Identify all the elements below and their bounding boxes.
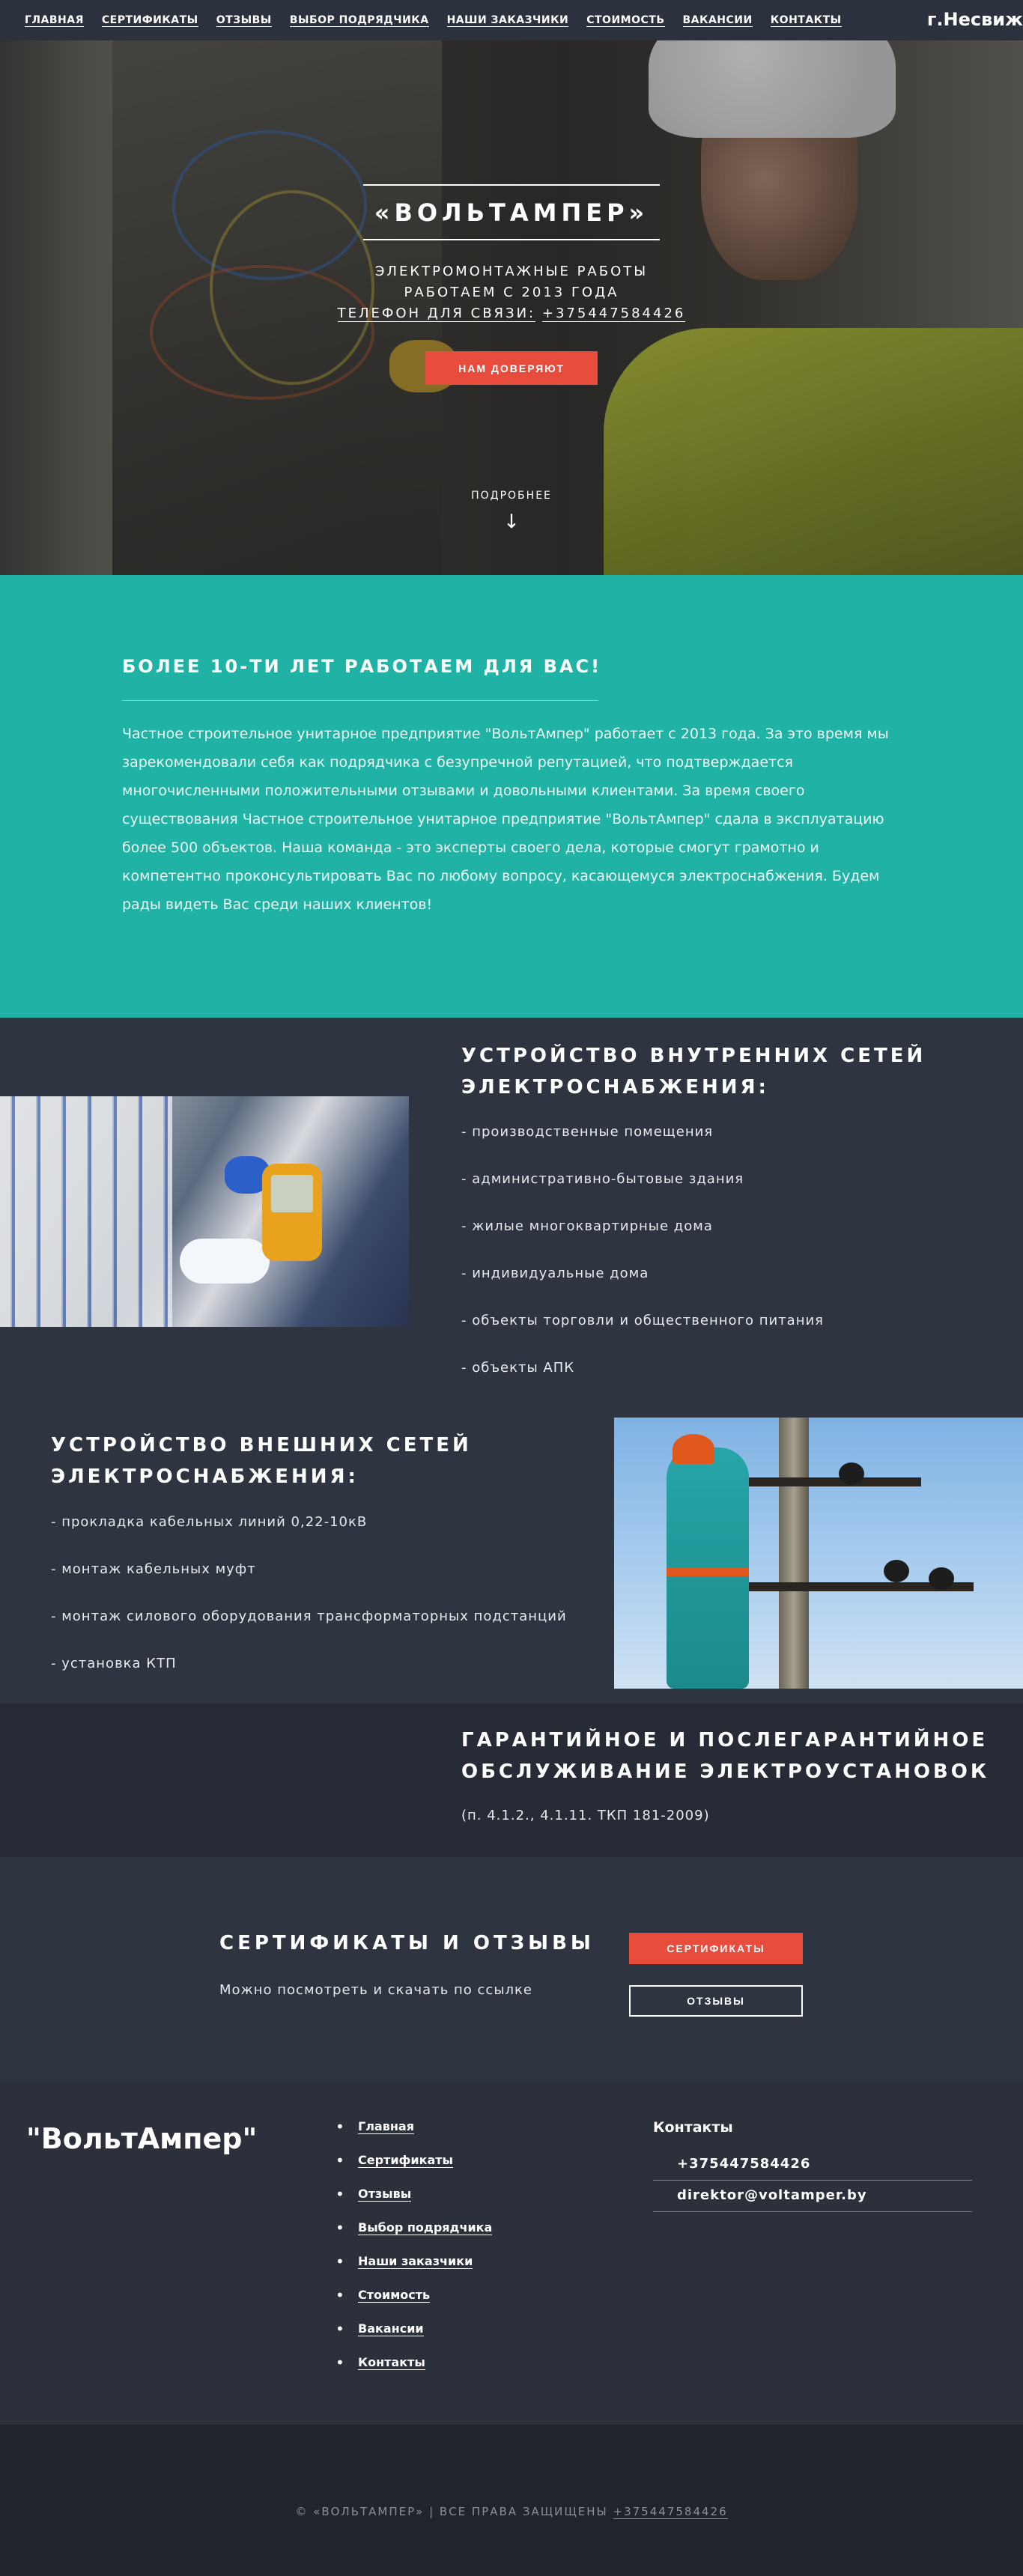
nav-links [25, 14, 860, 27]
hero-phone-line [0, 306, 1023, 321]
about-text: Частное строительное унитарное предприятие "ВольтАмпер" работает с 2013 года. За это время мы зарекомендовали себя как подрядчика с безупречной репутацией, что подтверждается многочисленными положительными отзывами и довольными клиентами. За время своего существования Частное строительное унитарное предприятие "ВольтАмпер" сдала в эксплуатацию более 500 объектов. Наша команда - это эксперты своего дела, которые смогут грамотно и компетентно проконсультировать Вас по любому вопросу, касающемуся электроснабжения. Будем рады видеть Вас среди наших клиентов! [122, 726, 889, 913]
power-line-worker-photo [614, 1418, 1023, 1689]
footer-menu-item [336, 2288, 492, 2321]
certificates-title: СЕРТИФИКАТЫ И ОТЗЫВЫ [219, 1932, 595, 1954]
about-divider [122, 700, 598, 701]
trust-us-button[interactable]: НАМ ДОВЕРЯЮТ [425, 351, 598, 385]
certificates-text: Можно посмотреть и скачать по ссылке [219, 1982, 532, 1998]
external-networks-list [51, 1514, 567, 1703]
footer-menu-item [336, 2254, 492, 2288]
copyright-text: © «ВОЛЬТАМПЕР» | ВСЕ ПРАВА ЗАЩИЩЕНЫ +375447584426 [295, 2505, 728, 2518]
top-nav [0, 0, 1023, 40]
list-item: - производственные помещения [461, 1124, 714, 1140]
nav-link-contacts[interactable]: КОНТАКТЫ [770, 13, 842, 26]
list-item: - административно-бытовые здания [461, 1171, 744, 1187]
footer-menu-item [336, 2187, 492, 2220]
footer-phone-link[interactable]: +375447584426 [653, 2149, 972, 2181]
warranty-section [0, 1704, 1023, 1857]
footer-menu-item [336, 2119, 492, 2153]
internal-networks-section [0, 1018, 1023, 1407]
footer-link-clients[interactable]: Наши заказчики [358, 2254, 473, 2268]
warranty-title: ГАРАНТИЙНОЕ И ПОСЛЕГАРАНТИЙНОЕ ОБСЛУЖИВАНИЕ ЭЛЕКТРОУСТАНОВОК [461, 1729, 990, 1783]
city-label: г.Несвиж [926, 9, 1023, 30]
hero-section [0, 40, 1023, 575]
footer-link-reviews[interactable]: Отзывы [358, 2187, 412, 2201]
nav-link-vacancies[interactable]: ВАКАНСИИ [682, 13, 753, 26]
footer-menu [336, 2119, 492, 2389]
footer-menu-item [336, 2220, 492, 2254]
copyright-bar [0, 2425, 1023, 2576]
certificates-section [0, 1857, 1023, 2080]
copyright-phone-link[interactable]: +375447584426 [613, 2505, 728, 2518]
hero-phone-label: ТЕЛЕФОН ДЛЯ СВЯЗИ: [337, 306, 536, 321]
list-item: - жилые многоквартирные дома [461, 1218, 713, 1234]
list-item: - монтаж кабельных муфт [51, 1561, 256, 1577]
about-title: БОЛЕЕ 10-ТИ ЛЕТ РАБОТАЕМ ДЛЯ ВАС! [122, 656, 602, 677]
footer-link-contractor[interactable]: Выбор подрядчика [358, 2220, 493, 2235]
footer-menu-item [336, 2355, 492, 2389]
arrow-down-icon[interactable]: ↓ [503, 511, 520, 533]
nav-link-contractor[interactable]: ВЫБОР ПОДРЯДЧИКА [289, 13, 429, 26]
footer-brand: "ВольтАмпер" [26, 2122, 258, 2155]
footer-link-home[interactable]: Главная [358, 2119, 414, 2133]
nav-link-reviews[interactable]: ОТЗЫВЫ [216, 13, 272, 26]
list-item: - индивидуальные дома [461, 1266, 649, 1281]
list-item: - прокладка кабельных линий 0,22-10кВ [51, 1514, 368, 1530]
footer-link-contacts[interactable]: Контакты [358, 2355, 425, 2369]
list-item: - объекты торговли и общественного питания [461, 1313, 824, 1328]
footer-link-certificates[interactable]: Сертификаты [358, 2153, 454, 2167]
external-networks-title: УСТРОЙСТВО ВНЕШНИХ СЕТЕЙ ЭЛЕКТРОСНАБЖЕНИЯ: [51, 1434, 472, 1488]
nav-link-home[interactable]: ГЛАВНАЯ [25, 13, 84, 26]
nav-link-clients[interactable]: НАШИ ЗАКАЗЧИКИ [446, 13, 569, 26]
certificates-button[interactable]: СЕРТИФИКАТЫ [629, 1933, 803, 1964]
footer-link-prices[interactable]: Стоимость [358, 2288, 431, 2302]
reviews-button[interactable]: ОТЗЫВЫ [629, 1985, 803, 2017]
external-networks-section [0, 1407, 1023, 1704]
hero-phone-link[interactable]: +375447584426 [541, 306, 686, 321]
footer-contacts-title: Контакты [653, 2119, 733, 2136]
hero-content [0, 40, 1023, 575]
footer-link-vacancies[interactable]: Вакансии [358, 2321, 424, 2336]
hero-subtitle-services: ЭЛЕКТРОМОНТАЖНЫЕ РАБОТЫ [374, 264, 649, 279]
footer-email-link[interactable]: direktor@voltamper.by [653, 2181, 972, 2212]
about-section [0, 575, 1023, 1018]
hero-subtitle-since: РАБОТАЕМ С 2013 ГОДА [404, 285, 619, 300]
more-link[interactable]: ПОДРОБНЕЕ [471, 490, 552, 502]
footer-menu-item [336, 2153, 492, 2187]
nav-link-certificates[interactable]: СЕРТИФИКАТЫ [101, 13, 198, 26]
warranty-note: (п. 4.1.2., 4.1.11. ТКП 181-2009) [461, 1808, 710, 1823]
footer [0, 2080, 1023, 2425]
footer-menu-item [336, 2321, 492, 2355]
list-item: - объекты АПК [461, 1360, 575, 1376]
internal-networks-title: УСТРОЙСТВО ВНУТРЕННИХ СЕТЕЙ ЭЛЕКТРОСНАБЖЕНИЯ: [461, 1045, 926, 1099]
nav-link-prices[interactable]: СТОИМОСТЬ [586, 13, 665, 26]
list-item: - монтаж силового оборудования трансформаторных подстанций [51, 1609, 567, 1624]
list-item: - установка КТП [51, 1656, 177, 1671]
internal-networks-list [461, 1124, 824, 1407]
hero-title: «ВОЛЬТАМПЕР» [363, 184, 660, 240]
multimeter-photo [0, 1096, 409, 1327]
